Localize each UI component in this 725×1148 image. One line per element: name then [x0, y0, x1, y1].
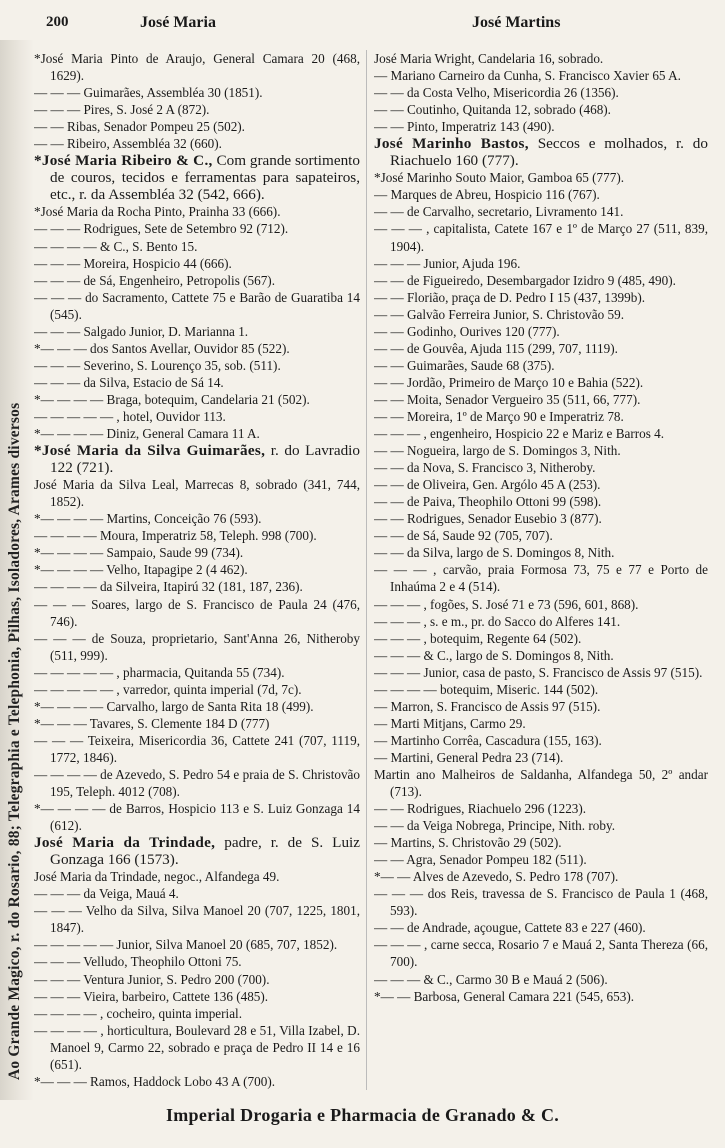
entry-firm-name: *José Maria Ribeiro & C., [34, 152, 213, 170]
directory-entry: *— — — Ramos, Haddock Lobo 43 A (700). [34, 1073, 276, 1089]
directory-entry: — — de Paiva, Theophilo Ottoni 99 (598). [374, 494, 602, 510]
right-heading: José Martins [472, 14, 561, 31]
directory-entry: — Martins, S. Christovão 29 (502). [374, 835, 562, 851]
entry-firm-name: José Marinho Bastos, [374, 135, 529, 153]
directory-entry: — — — & C., largo de S. Domingos 8, Nith. [374, 647, 614, 663]
directory-entry: — — de Gouvêa, Ajuda 115 (299, 707, 1119). [374, 340, 618, 356]
directory-entry: *— — — — Sampaio, Saude 99 (734). [34, 545, 244, 561]
directory-entry: — — de Figueiredo, Desembargador Izidro 9 (485, 490). [374, 272, 676, 288]
directory-entry: — — Ribeiro, Assembléa 32 (660). [34, 136, 222, 152]
column-divider [366, 50, 367, 1090]
entry-firm-details: r. do Lavradio 122 (721). [50, 442, 360, 477]
directory-entry: *José Maria da Rocha Pinto, Prainha 33 (666). [34, 204, 281, 220]
directory-entry: — — Coutinho, Quitanda 12, sobrado (468). [374, 102, 611, 118]
directory-entry: — — de Oliveira, Gen. Argólo 45 A (253). [374, 477, 601, 493]
directory-entry: *— — — — Diniz, General Camara 11 A. [34, 426, 260, 442]
directory-entry: — — — — Moura, Imperatriz 58, Teleph. 998 (700). [34, 528, 317, 544]
directory-entry: — — — — , horticultura, Boulevard 28 e 51, Villa Izabel, D. Manoel 9, Carmo 22, sobrado e praça de Pedro II 14 e 16 (651). [34, 1022, 360, 1072]
directory-entry: — — — Ventura Junior, S. Pedro 200 (700). [34, 971, 270, 987]
directory-entry: — — — — de Azevedo, S. Pedro 54 e praia de S. Christovão 195, Teleph. 4012 (708). [34, 766, 360, 800]
directory-entry: — — — , engenheiro, Hospicio 22 e Mariz e Barros 4. [374, 426, 665, 442]
directory-entry: — — — — — , varredor, quinta imperial (7d, 7c). [34, 681, 302, 697]
directory-entry: — — Pinto, Imperatriz 143 (490). [374, 119, 555, 135]
directory-entry: — — Godinho, Ourives 120 (777). [374, 323, 560, 339]
directory-entry: — — — Velludo, Theophilo Ottoni 75. [34, 954, 242, 970]
directory-entry: *José Marinho Souto Maior, Gamboa 65 (777). [374, 170, 625, 186]
directory-entry: — Marron, S. Francisco de Assis 97 (515). [374, 698, 601, 714]
directory-entry: — — Rodrigues, Senador Eusebio 3 (877). [374, 511, 602, 527]
directory-entry: José Maria da Trindade, negoc., Alfandega 49. [34, 869, 280, 885]
directory-entry: — — Nogueira, largo de S. Domingos 3, Nith. [374, 443, 621, 459]
directory-entry: — Marti Mitjans, Carmo 29. [374, 715, 526, 731]
footer-advertisement: Imperial Drogaria e Pharmacia de Granado & C. [165, 1105, 560, 1125]
directory-entry: — — Ribas, Senador Pompeu 25 (502). [34, 119, 245, 135]
directory-entry: — — — Junior, Ajuda 196. [374, 255, 521, 271]
entry-firm-name: *José Maria da Silva Guimarães, [34, 442, 266, 460]
directory-entry: — — de Andrade, açougue, Cattete 83 e 227 (460). [374, 920, 646, 936]
directory-entry: — — — do Sacramento, Cattete 75 e Barão de Guaratiba 14 (545). [34, 289, 360, 322]
directory-entry: — — — Vieira, barbeiro, Cattete 136 (485). [34, 988, 269, 1004]
directory-entry: — — — — — Junior, Silva Manoel 20 (685, 707, 1852). [34, 937, 338, 953]
page-header [0, 14, 725, 38]
directory-entry: — — Moita, Senador Vergueiro 35 (511, 66, 777). [374, 391, 641, 407]
directory-entry: — — — — , cocheiro, quinta imperial. [34, 1005, 243, 1021]
directory-entry [34, 442, 360, 476]
directory-entry: — — — Severino, S. Lourenço 35, sob. (511). [34, 357, 281, 373]
left-column [34, 50, 360, 1090]
directory-entry: *— — — — de Barros, Hospicio 113 e S. Luiz Gonzaga 14 (612). [34, 801, 360, 834]
directory-entry: — — Florião, praça de D. Pedro I 15 (437, 1399b). [374, 289, 646, 305]
directory-entry: — — — Pires, S. José 2 A (872). [34, 102, 210, 118]
left-heading: José Maria [140, 14, 216, 31]
directory-entry: Martin ano Malheiros de Saldanha, Alfandega 50, 2º andar (713). [374, 766, 708, 800]
directory-entry: — — — — da Silveira, Itapirú 32 (181, 187, 236). [34, 579, 303, 595]
directory-entry: — — — Velho da Silva, Silva Manoel 20 (707, 1225, 1801, 1847). [34, 903, 360, 936]
page-number: 200 [46, 14, 69, 30]
directory-entry: — — — Moreira, Hospicio 44 (666). [34, 255, 232, 271]
directory-entry: — — Jordão, Primeiro de Março 10 e Bahia (522). [374, 374, 644, 390]
directory-entry: — — — Guimarães, Assembléa 30 (1851). [34, 85, 263, 101]
directory-entry: — — Moreira, 1º de Março 90 e Imperatriz 78. [374, 408, 624, 424]
directory-entry: — — — Rodrigues, Sete de Setembro 92 (712). [34, 221, 289, 237]
directory-entry: — — — , botequim, Regente 64 (502). [374, 630, 582, 646]
directory-entry [34, 834, 360, 868]
directory-entry: — — — de Souza, proprietario, Sant'Anna 26, Nitheroby (511, 999). [34, 630, 360, 663]
directory-entry: — — Guimarães, Saude 68 (375). [374, 357, 555, 373]
directory-entry: — Martinho Corrêa, Cascadura (155, 163). [374, 732, 602, 748]
directory-entry: — — — — — , pharmacia, Quitanda 55 (734). [34, 664, 285, 680]
directory-entry [34, 152, 360, 203]
directory-entry: — — — Junior, casa de pasto, S. Francisco de Assis 97 (515). [374, 664, 703, 680]
directory-entry: *— — Barbosa, General Camara 221 (545, 653). [374, 988, 635, 1004]
directory-entry: *— — — — Braga, botequim, Candelaria 21 (502). [34, 391, 310, 407]
directory-entry: — — de Carvalho, secretario, Livramento 141. [374, 204, 624, 220]
directory-entry: — — — , carvão, praia Formosa 73, 75 e 77 e Porto de Inhaúma 2 e 4 (514). [374, 562, 708, 595]
directory-entry: *— — — — Velho, Itapagipe 2 (4 462). [34, 562, 248, 578]
directory-entry: *— — Alves de Azevedo, S. Pedro 178 (707). [374, 869, 619, 885]
directory-entry: — Marques de Abreu, Hospicio 116 (767). [374, 187, 600, 203]
directory-entry: — — — da Veiga, Mauá 4. [34, 886, 179, 902]
directory-entry: — — — — — , hotel, Ouvidor 113. [34, 408, 226, 424]
entry-firm-details: Seccos e molhados, r. do Riachuelo 160 (777). [390, 135, 708, 170]
directory-entry: José Maria da Silva Leal, Marrecas 8, sobrado (341, 744, 1852). [34, 477, 360, 510]
directory-entry: — — — Salgado Junior, D. Marianna 1. [34, 323, 249, 339]
directory-entry: *— — — — Martins, Conceição 76 (593). [34, 511, 262, 527]
directory-entry: — — — Soares, largo de S. Francisco de Paula 24 (476, 746). [34, 596, 360, 629]
directory-entry: — — — de Sá, Engenheiro, Petropolis (567). [34, 272, 276, 288]
directory-entry: — — de Sá, Saude 92 (705, 707). [374, 528, 553, 544]
directory-entry: — — — — botequim, Miseric. 144 (502). [374, 681, 599, 697]
directory-entry: *José Maria Pinto de Araujo, General Camara 20 (468, 1629). [34, 51, 360, 84]
directory-entry [374, 135, 708, 169]
entry-firm-details: Com grande sortimento de couros, tecidos e ferramentas para sapateiros, etc., r. da Assembléa 32 (542, 666). [50, 152, 360, 204]
directory-entry: — — — , carne secca, Rosario 7 e Mauá 2, Santa Thereza (66, 700). [374, 937, 708, 970]
directory-entry: — — — , capitalista, Catete 167 e 1º de Março 27 (511, 839, 1904). [374, 221, 708, 254]
directory-entry: — — da Nova, S. Francisco 3, Nitheroby. [374, 460, 596, 476]
entry-firm-details: padre, r. de S. Luiz Gonzaga 166 (1573). [50, 834, 360, 869]
directory-entry: — — Agra, Senador Pompeu 182 (511). [374, 852, 587, 868]
directory-entry: — — — , fogões, S. José 71 e 73 (596, 601, 868). [374, 596, 639, 612]
directory-entry: — — — da Silva, Estacio de Sá 14. [34, 374, 224, 390]
directory-entry: *— — — dos Santos Avellar, Ouvidor 85 (522). [34, 340, 290, 356]
directory-entry: — — Galvão Ferreira Junior, S. Christovão 59. [374, 306, 624, 322]
directory-entry: *— — — — Carvalho, largo de Santa Rita 18 (499). [34, 698, 314, 714]
directory-entry: — Martini, General Pedra 23 (714). [374, 749, 564, 765]
side-advertisement: Ao Grande Magico, r. do Rosario, 88; Telegraphia e Telephonia, Pilhas, Isoladores, Arames diversos [6, 402, 23, 1080]
directory-entry: — — — & C., Carmo 30 B e Mauá 2 (506). [374, 971, 608, 987]
entry-firm-name: José Maria da Trindade, [34, 834, 216, 852]
directory-entry: — — — — & C., S. Bento 15. [34, 238, 198, 254]
directory-entry: — — — dos Reis, travessa de S. Francisco de Paula 1 (468, 593). [374, 886, 708, 919]
directory-entry: — — — , s. e m., pr. do Sacco do Alferes 141. [374, 613, 621, 629]
right-column [374, 50, 708, 1090]
directory-entry: — — — Teixeira, Misericordia 36, Cattete 241 (707, 1119, 1772, 1846). [34, 732, 360, 765]
directory-entry: — — da Veiga Nobrega, Principe, Nith. roby. [374, 818, 615, 834]
directory-entry: *— — — Tavares, S. Clemente 184 D (777) [34, 715, 270, 731]
directory-entry: — Mariano Carneiro da Cunha, S. Francisco Xavier 65 A. [374, 68, 681, 84]
directory-entry: — — Rodrigues, Riachuelo 296 (1223). [374, 801, 587, 817]
directory-entry: — — da Silva, largo de S. Domingos 8, Nith. [374, 545, 615, 561]
directory-entry: — — da Costa Velho, Misericordia 26 (1356). [374, 85, 619, 101]
directory-entry: José Maria Wright, Candelaria 16, sobrado. [374, 51, 604, 66]
